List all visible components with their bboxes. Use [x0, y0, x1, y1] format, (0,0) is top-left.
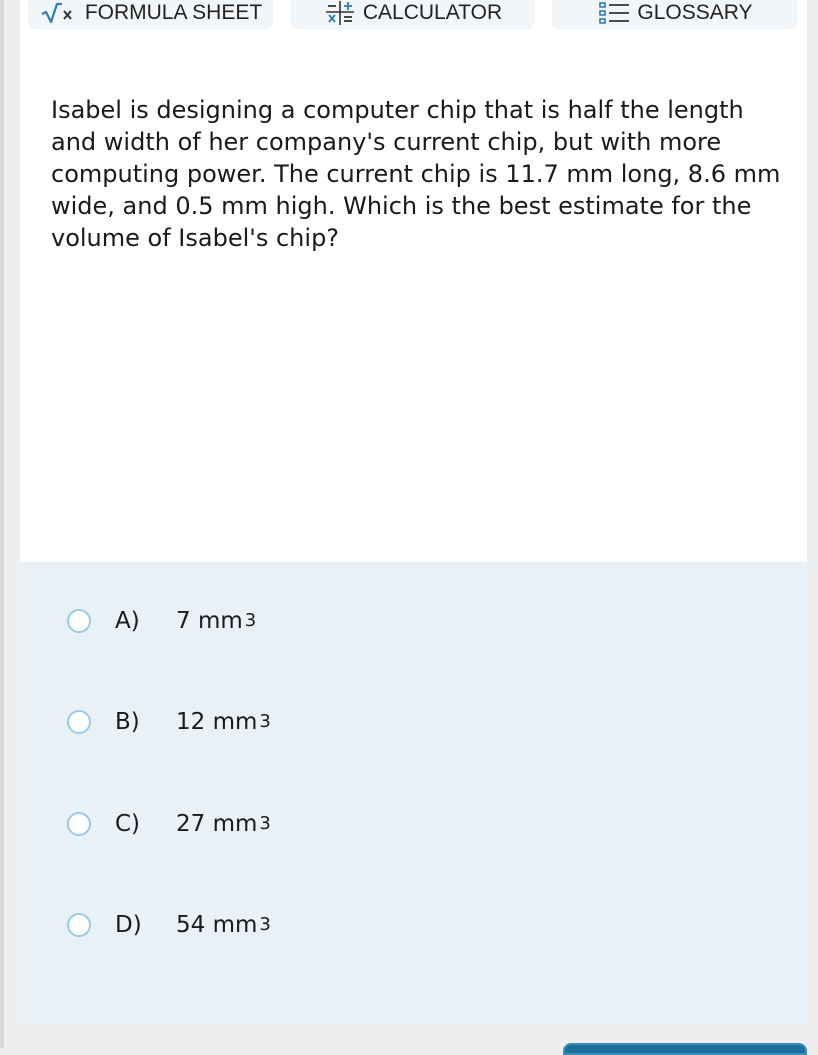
choice-letter: D): [115, 912, 142, 938]
choice-value: 54 mm 3: [176, 912, 271, 938]
radio-button[interactable]: [67, 812, 91, 836]
formula-sheet-button[interactable]: [28, 0, 273, 30]
next-button-edge[interactable]: [563, 1043, 807, 1055]
choice-d[interactable]: [67, 908, 271, 942]
glossary-button[interactable]: [552, 0, 798, 30]
toolbar: [0, 0, 818, 32]
choice-value: 27 mm 3: [176, 811, 271, 837]
calculator-label: CALCULATOR: [362, 1, 503, 24]
question-text: Isabel is designing a computer chip that is half the length and width of her company's current chip, but with more computing power. The current chip is 11.7 mm long, 8.6 mm wide, and 0.5 mm high. Which is the best estimate for the volume of Isabel's chip?: [51, 96, 781, 252]
radio-button[interactable]: [67, 913, 91, 937]
answer-choices: [20, 562, 807, 1025]
choice-letter: A): [115, 608, 140, 634]
choice-letter: C): [115, 811, 141, 837]
choice-c[interactable]: [67, 807, 271, 841]
formula-sheet-label: FORMULA SHEET: [84, 1, 263, 24]
calculator-icon: [323, 0, 357, 27]
radio-button[interactable]: [67, 609, 91, 633]
radio-button[interactable]: [67, 710, 91, 734]
square-root-icon: [39, 1, 79, 25]
calculator-button[interactable]: [290, 0, 535, 30]
choice-value: 7 mm 3: [176, 608, 257, 634]
choice-b[interactable]: [67, 705, 271, 739]
window-edge: [0, 0, 4, 1048]
glossary-label: GLOSSARY: [637, 1, 753, 24]
choice-letter: B): [115, 709, 140, 735]
choice-a[interactable]: [67, 604, 256, 638]
list-icon: [597, 0, 631, 27]
choice-value: 12 mm 3: [176, 709, 271, 735]
